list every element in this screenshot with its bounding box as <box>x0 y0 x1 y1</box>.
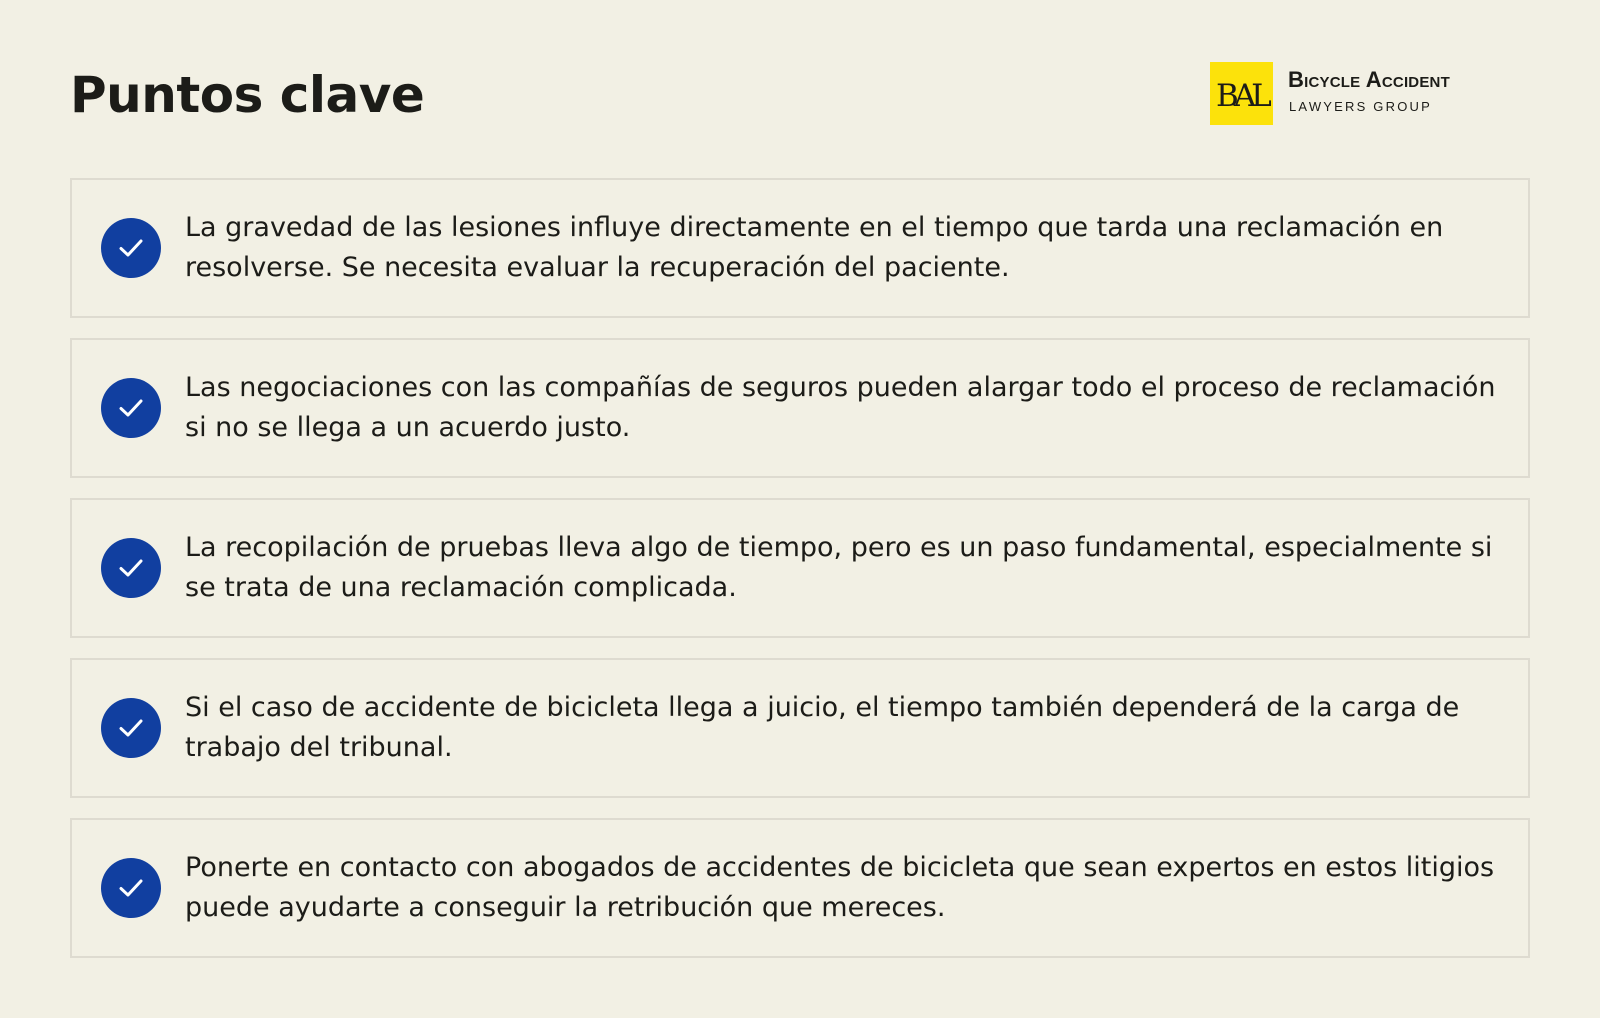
check-circle-icon <box>101 698 161 758</box>
key-point-text: Ponerte en contacto con abogados de accidentes de bicicleta que sean expertos en estos litigios puede ayudarte a conseguir la retribución que mereces. <box>185 852 1495 923</box>
key-points-list <box>70 178 1530 978</box>
check-circle-icon <box>101 378 161 438</box>
key-point-text: La recopilación de pruebas lleva algo de tiempo, pero es un paso fundamental, especialmente si se trata de una reclamación complicada. <box>185 532 1493 603</box>
key-point-text: La gravedad de las lesiones influye directamente en el tiempo que tarda una reclamación en resolverse. Se necesita evaluar la recuperación del paciente. <box>185 212 1444 283</box>
brand-logo <box>1210 62 1530 126</box>
bal-monogram-icon <box>1210 62 1273 125</box>
key-point-item <box>70 178 1530 318</box>
key-point-item <box>70 818 1530 958</box>
key-point-item <box>70 338 1530 478</box>
brand-name: Bicycle Accident <box>1288 67 1450 92</box>
key-point-text: Las negociaciones con las compañías de seguros pueden alargar todo el proceso de reclamación si no se llega a un acuerdo justo. <box>185 372 1496 443</box>
check-circle-icon <box>101 218 161 278</box>
key-point-item <box>70 498 1530 638</box>
key-point-text: Si el caso de accidente de bicicleta llega a juicio, el tiempo también dependerá de la carga de trabajo del tribunal. <box>185 692 1460 763</box>
brand-subtitle: LAWYERS GROUP <box>1289 99 1432 114</box>
page-title: Puntos clave <box>70 66 425 124</box>
check-circle-icon <box>101 858 161 918</box>
check-circle-icon <box>101 538 161 598</box>
svg-text:BAL: BAL <box>1216 78 1267 114</box>
key-point-item <box>70 658 1530 798</box>
